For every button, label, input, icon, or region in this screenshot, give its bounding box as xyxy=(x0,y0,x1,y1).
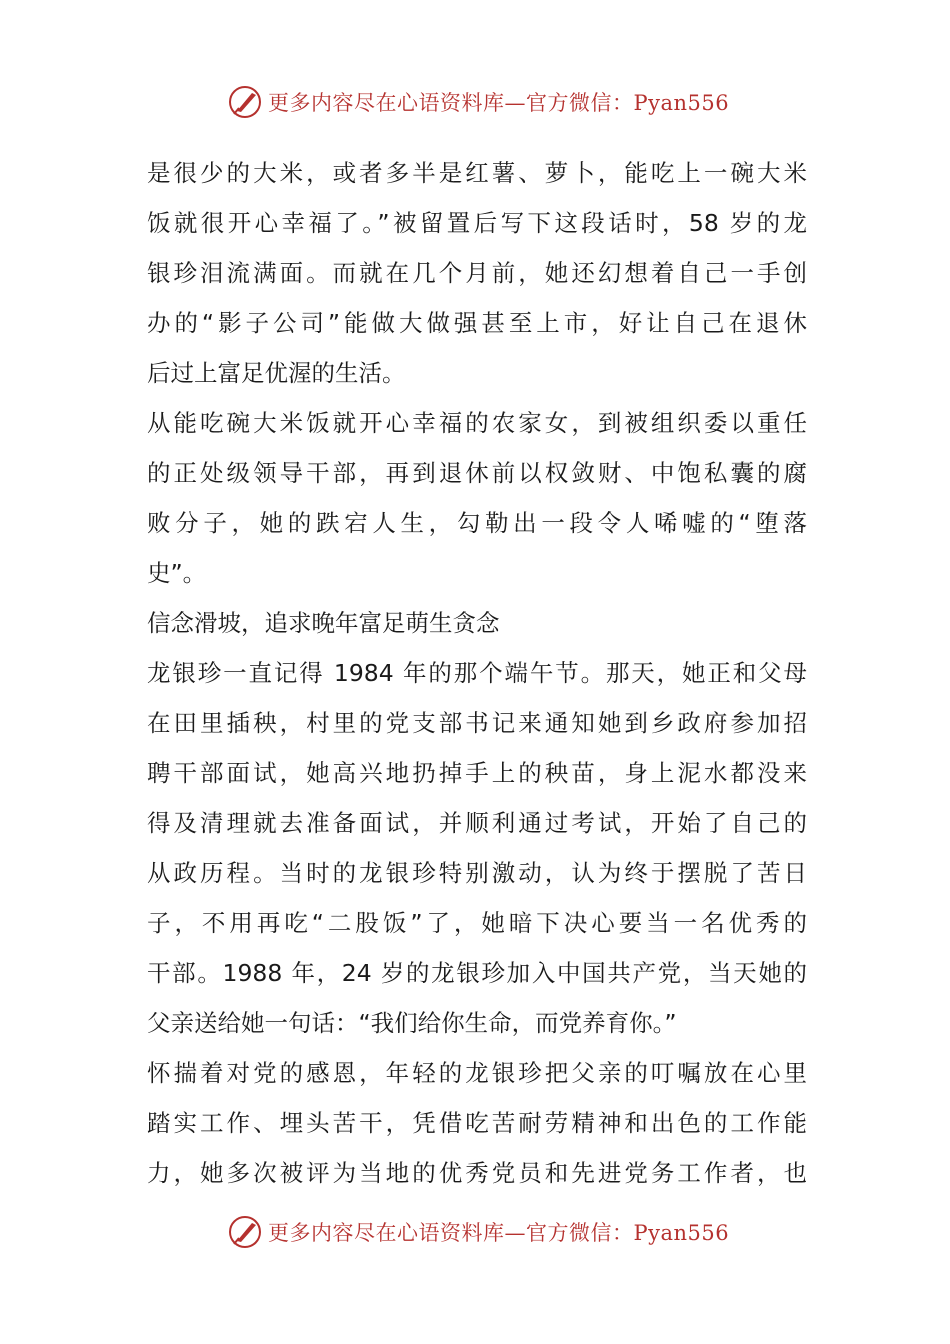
text-line: 史”。 xyxy=(147,559,207,587)
footer-banner-text: 更多内容尽在心语资料库—官方微信：Pyan556 xyxy=(268,1221,730,1245)
text-line: 饭就很开心幸福了。”被留置后写下这段话时，58 岁的龙 xyxy=(147,209,807,237)
text-line: 后过上富足优渥的生活。 xyxy=(147,359,406,387)
text-line: 怀揣着对党的感恩，年轻的龙银珍把父亲的叮嘱放在心里 xyxy=(147,1059,807,1087)
article-body xyxy=(147,148,807,1198)
text-line: 办的“影子公司”能做大做强甚至上市，好让自己在退休 xyxy=(147,309,807,337)
header-banner-text: 更多内容尽在心语资料库—官方微信：Pyan556 xyxy=(268,91,730,115)
text-line: 败分子，她的跌宕人生，勾勒出一段令人唏嘘的“堕落 xyxy=(147,509,807,537)
text-line: 子，不用再吃“二股饭”了，她暗下决心要当一名优秀的 xyxy=(147,909,807,937)
text-line: 父亲送给她一句话：“我们给你生命，而党养育你。” xyxy=(147,1009,677,1037)
text-line: 在田里插秧，村里的党支部书记来通知她到乡政府参加招 xyxy=(147,709,807,737)
text-line: 从政历程。当时的龙银珍特别激动，认为终于摆脱了苦日 xyxy=(147,859,807,887)
text-line: 踏实工作、埋头苦干，凭借吃苦耐劳精神和出色的工作能 xyxy=(147,1109,807,1137)
section-heading: 信念滑坡，追求晚年富足萌生贪念 xyxy=(147,609,500,637)
quill-logo-icon xyxy=(228,1214,264,1250)
text-line: 力，她多次被评为当地的优秀党员和先进党务工作者，也 xyxy=(147,1159,807,1187)
quill-logo-icon xyxy=(228,84,264,120)
text-line: 干部。1988 年，24 岁的龙银珍加入中国共产党，当天她的 xyxy=(147,959,807,987)
text-line: 银珍泪流满面。而就在几个月前，她还幻想着自己一手创 xyxy=(147,259,807,287)
text-line: 得及清理就去准备面试，并顺利通过考试，开始了自己的 xyxy=(147,809,807,837)
text-line: 的正处级领导干部，再到退休前以权敛财、中饱私囊的腐 xyxy=(147,459,807,487)
text-line: 龙银珍一直记得 1984 年的那个端午节。那天，她正和父母 xyxy=(147,659,807,687)
text-line: 聘干部面试，她高兴地扔掉手上的秧苗，身上泥水都没来 xyxy=(147,759,807,787)
header-banner xyxy=(0,82,950,122)
text-line: 从能吃碗大米饭就开心幸福的农家女，到被组织委以重任 xyxy=(147,409,807,437)
text-line: 是很少的大米，或者多半是红薯、萝卜，能吃上一碗大米 xyxy=(147,159,807,187)
footer-banner xyxy=(0,1212,950,1252)
